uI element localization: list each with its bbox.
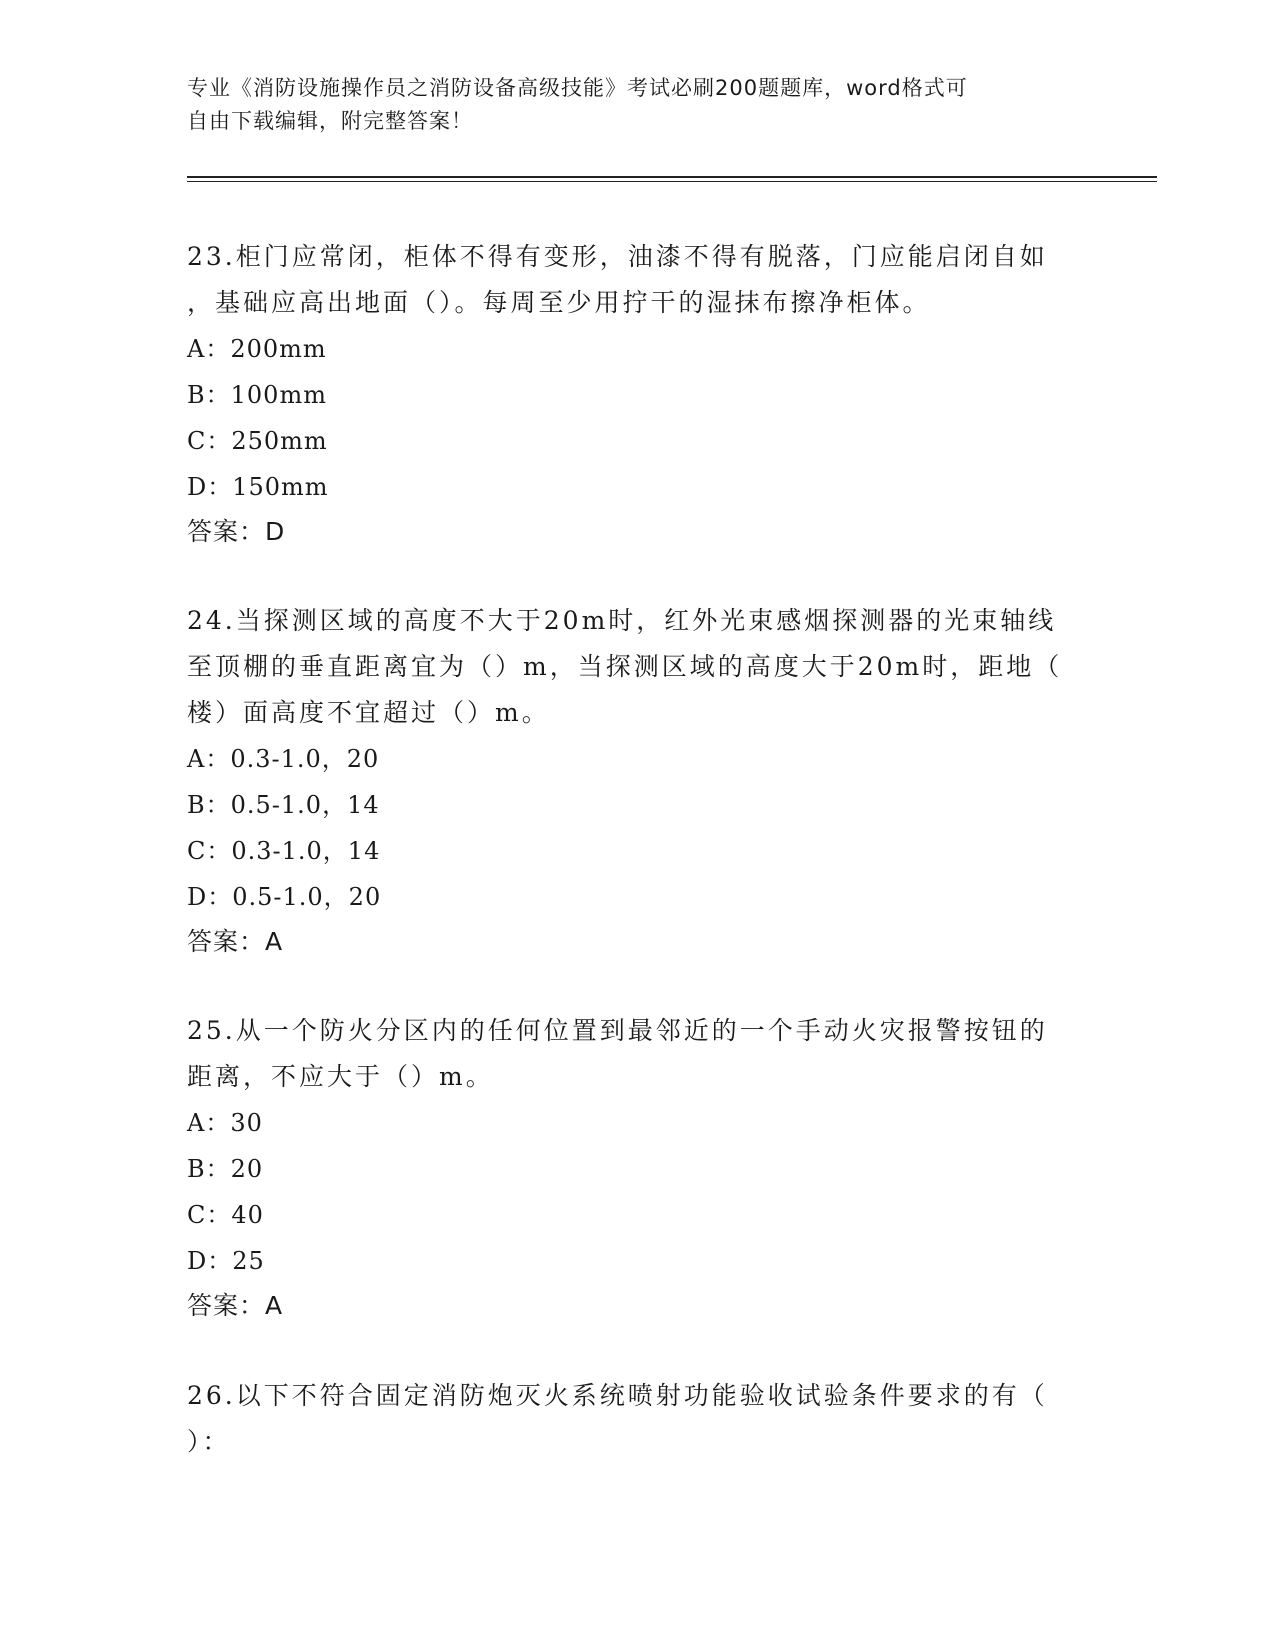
- question-stem-line: 楼）面高度不宜超过（）m。: [187, 698, 550, 727]
- question-stem-line: ，基础应高出地面（）。每周至少用拧干的湿抹布擦净柜体。: [187, 288, 931, 317]
- option-a: A：30: [187, 1109, 263, 1137]
- header-divider-thick: [187, 176, 1157, 178]
- question-stem-line: ）：: [187, 1427, 231, 1456]
- question-stem-line: 25.从一个防火分区内的任何位置到最邻近的一个手动火灾报警按钮的: [187, 1016, 1048, 1045]
- option-b: B：100mm: [187, 381, 327, 409]
- question-stem-line: 23.柜门应常闭，柜体不得有变形，油漆不得有脱落，门应能启闭自如: [187, 242, 1048, 271]
- option-b: B：0.5-1.0，14: [187, 791, 380, 819]
- question-stem-line: 距离，不应大于（）m。: [187, 1062, 494, 1091]
- option-c: C：40: [187, 1201, 264, 1229]
- option-a: A：0.3-1.0，20: [187, 745, 380, 773]
- answer-label: 答案：A: [187, 927, 284, 956]
- header-line-1: 专业《消防设施操作员之消防设备高级技能》考试必刷200题题库，word格式可: [187, 76, 968, 100]
- answer-label: 答案：A: [187, 1291, 284, 1320]
- question-stem-line: 至顶棚的垂直距离宜为（）m，当探测区域的高度大于20m时，距地（: [187, 652, 1063, 681]
- header-line-2: 自由下载编辑，附完整答案！: [187, 109, 473, 133]
- option-d: D：0.5-1.0，20: [187, 883, 382, 911]
- question-stem-line: 24.当探测区域的高度不大于20m时，红外光束感烟探测器的光束轴线: [187, 606, 1057, 635]
- question-24: [187, 598, 1087, 964]
- option-b: B：20: [187, 1155, 264, 1183]
- question-26: [187, 1373, 1087, 1465]
- option-a: A：200mm: [187, 335, 327, 363]
- option-d: D：25: [187, 1247, 265, 1275]
- header-divider-thin: [187, 181, 1157, 182]
- answer-label: 答案：D: [187, 517, 286, 546]
- question-stem-line: 26.以下不符合固定消防炮灭火系统喷射功能验收试验条件要求的有（: [187, 1381, 1048, 1410]
- document-header: [187, 72, 1087, 138]
- question-23: [187, 234, 1087, 554]
- question-25: [187, 1008, 1087, 1328]
- option-d: D：150mm: [187, 473, 329, 501]
- option-c: C：250mm: [187, 427, 328, 455]
- option-c: C：0.3-1.0，14: [187, 837, 381, 865]
